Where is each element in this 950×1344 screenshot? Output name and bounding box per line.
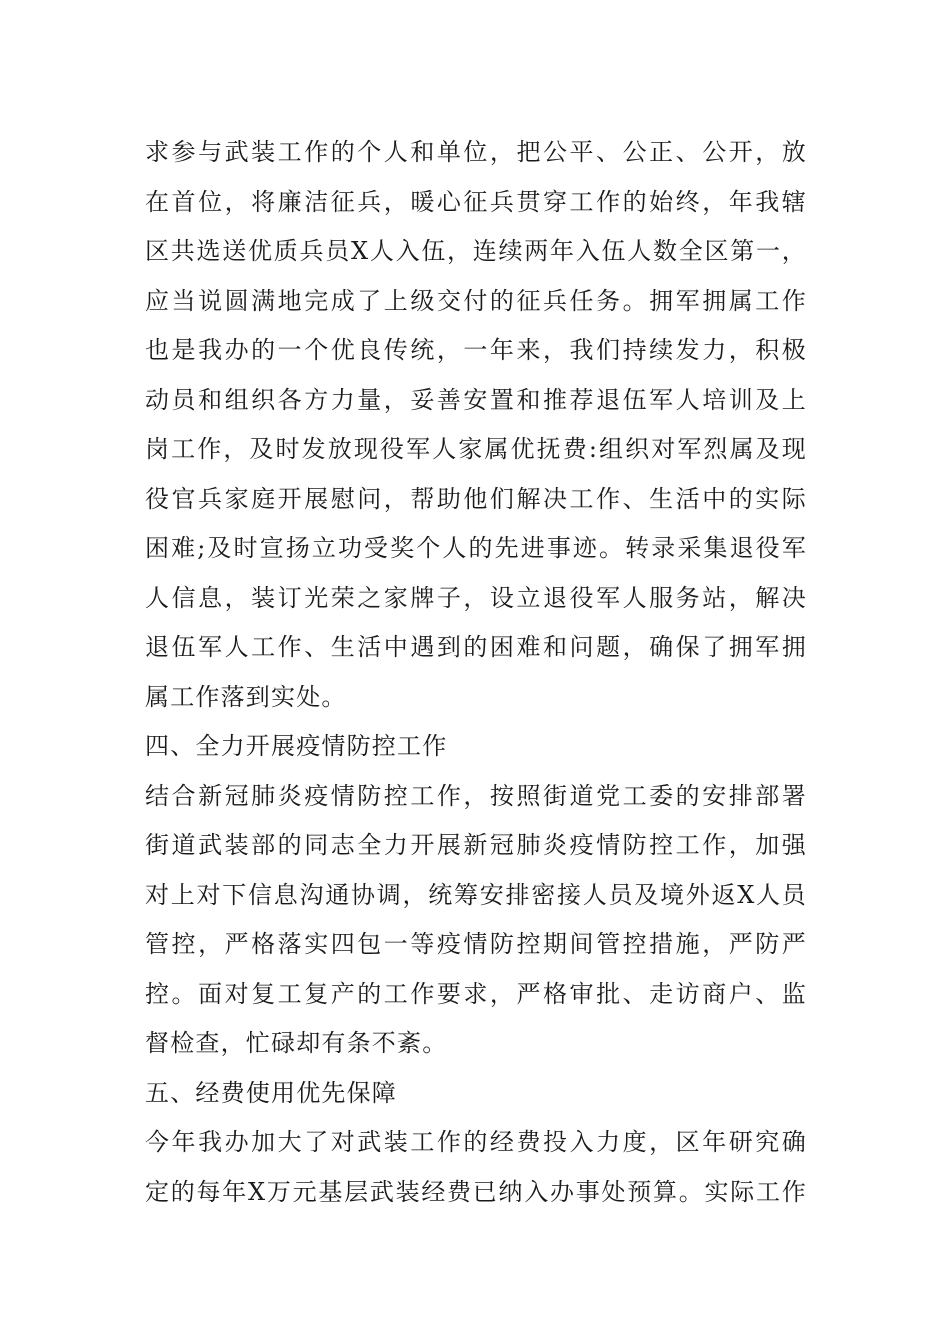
paragraph-line: 区共选送优质兵员X人入伍，连续两年入伍人数全区第一， xyxy=(145,237,807,265)
paragraph-line: 人信息，装订光荣之家牌子，设立退役军人服务站，解决 xyxy=(145,583,807,612)
paragraph-line: 定的每年X万元基层武装经费已纳入办事处预算。实际工作 xyxy=(145,1177,807,1206)
document-body xyxy=(145,128,807,1217)
paragraph-line: 退伍军人工作、生活中遇到的困难和问题，确保了拥军拥 xyxy=(145,633,807,661)
section-heading: 四、全力开展疫情防控工作 xyxy=(145,732,448,760)
paragraph-line: 役官兵家庭开展慰问，帮助他们解决工作、生活中的实际 xyxy=(145,484,807,513)
paragraph-line: 属工作落到实处。 xyxy=(145,682,347,711)
paragraph-line: 求参与武装工作的个人和单位，把公平、公正、公开，放 xyxy=(145,138,807,166)
paragraph-line: 在首位，将廉洁征兵，暖心征兵贯穿工作的始终，年我辖 xyxy=(145,187,807,216)
paragraph-line: 也是我办的一个优良传统，一年来，我们持续发力，积极 xyxy=(145,336,807,364)
paragraph-line: 管控，严格落实四包一等疫情防控期间管控措施，严防严 xyxy=(145,930,807,958)
paragraph-line: 动员和组织各方力量，妥善安置和推荐退伍军人培训及上 xyxy=(145,385,807,414)
paragraph-line: 督检查，忙碌却有条不紊。 xyxy=(145,1029,448,1057)
paragraph-line: 控。面对复工复产的工作要求，严格审批、走访商户、监 xyxy=(145,979,807,1008)
paragraph-line: 困难;及时宣扬立功受奖个人的先进事迹。转录采集退役军 xyxy=(145,534,807,562)
paragraph-line: 今年我办加大了对武装工作的经费投入力度，区年研究确 xyxy=(145,1128,807,1156)
paragraph-line: 岗工作，及时发放现役军人家属优抚费:组织对军烈属及现 xyxy=(145,435,807,463)
paragraph-line: 应当说圆满地完成了上级交付的征兵任务。拥军拥属工作 xyxy=(145,286,807,315)
paragraph-line: 结合新冠肺炎疫情防控工作，按照街道党工委的安排部署 xyxy=(145,781,807,810)
section-heading: 五、经费使用优先保障 xyxy=(145,1078,397,1107)
paragraph-line: 街道武装部的同志全力开展新冠肺炎疫情防控工作，加强 xyxy=(145,831,807,859)
paragraph-line: 对上对下信息沟通协调，统筹安排密接人员及境外返X人员 xyxy=(145,880,807,909)
